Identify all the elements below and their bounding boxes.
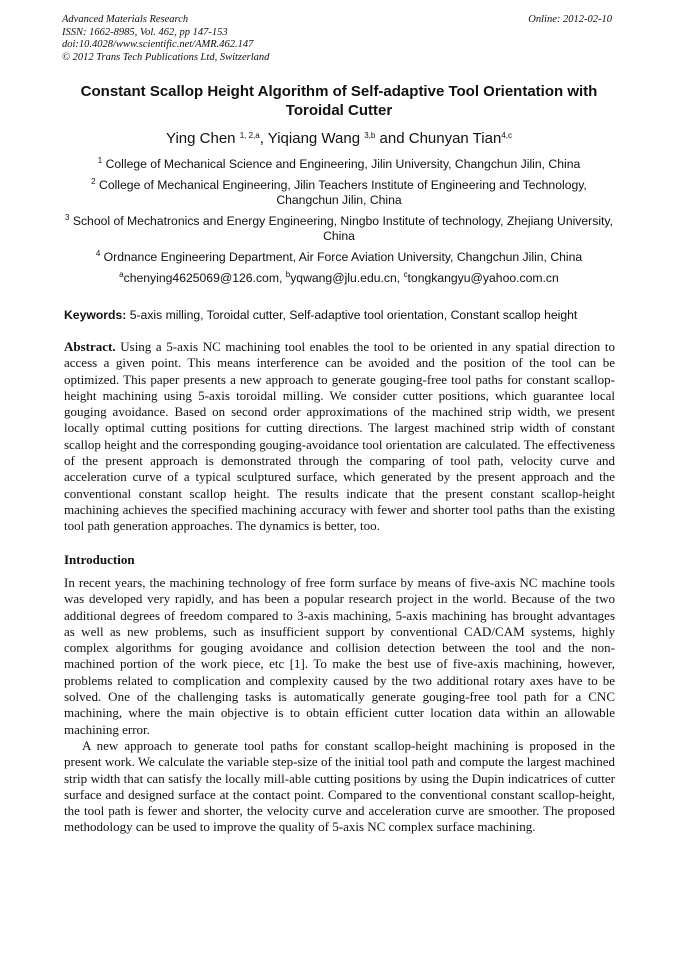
introduction-heading: Introduction [64,552,135,567]
affiliation-text: College of Mechanical Engineering, Jilin Teachers Institute of Engineering and Technology, Changchun Jilin, China [99,178,587,207]
author-list [62,130,616,148]
email-address: tongkangyu@yahoo.com.cn [407,271,559,285]
email-line [62,271,616,286]
author-name: Yiqiang Wang [267,130,361,147]
affiliation-num: 3 [64,213,70,222]
affiliation-text: School of Mechatronics and Energy Engineering, Ningbo Institute of technology, Zhejiang University, China [72,214,613,243]
affiliation-text: College of Mechanical Science and Engineering, Jilin University, Changchun Jilin, China [105,157,581,171]
affiliation-3 [62,214,616,244]
abstract-label: Abstract. [64,339,116,354]
keywords-label: Keywords: [64,308,127,322]
author-sup: 3,b [364,131,376,140]
author-sup: 4,c [501,131,512,140]
paper-title: Constant Scallop Height Algorithm of Self-adaptive Tool Orientation with Toroidal Cutter [80,83,598,119]
email-address: yqwang@jlu.edu.cn, [290,271,404,285]
affiliation-4 [62,250,616,265]
author-name: Chunyan Tian [408,130,502,147]
email-sup: a [119,270,124,279]
online-date: Online: 2012-02-10 [528,14,612,25]
affiliation-num: 2 [91,177,96,186]
author-sep: , [259,130,268,147]
affiliation-2 [62,178,616,208]
email-sup: c [403,270,408,279]
email-address: chenying4625069@126.com, [123,271,286,285]
affiliation-num: 4 [95,249,101,258]
abstract [64,339,615,535]
affiliation-1 [62,157,616,172]
journal-header [62,14,269,64]
introduction-paragraph-2: A new approach to generate tool paths for constant scallop-height machining is proposed in the present work. We calculate the variable step-size of the initial tool path and compute the largest machined strip width that can satisfy the locally mill-able cutting positions by using the Dupin indicatrices of cutter surface and designed surface at the contact point. Compared to the conventional constant scallop-height, the tool path is fewer and shorter, the velocity curve and acceleration curve are smoother. The proposed methodology can be used to improve the quality of 5-axis NC complex surface machining. [64,737,615,835]
abstract-text: Using a 5-axis NC machining tool enables the tool to be oriented in any spatial direction to access a given point. This means interference can be avoided and the position of the tool can be optimized. This paper presents a new approach to generate gouging-free tool paths for constant scallop-height machining using 5-axis toroidal milling. We consider cutter positions, which guarantee local gouging avoidance. Based on second order approximations of the machined strip width, we present locally optimal cutting positions for cutting directions. The largest machined strip width of constant scallop height and the corresponding gouging-avoidance tool orientation are calculated. The effectiveness of the present approach is demonstrated through the comparing of tool path, velocity curve and acceleration curve of a typical sculptured surface, which generated by the present approach and the conventional constant scallop height. The results indicate that the present constant scallop-height machining achieves the specified machining accuracy with fewer and shorter tool paths than the existing tool path generation approaches. The dynamics is better, too. [64,339,615,534]
keywords-text: 5-axis milling, Toroidal cutter, Self-adaptive tool orientation, Constant scallop height [126,308,578,322]
issn-line: ISSN: 1662-8985, Vol. 462, pp 147-153 [62,26,228,38]
journal-name: Advanced Materials Research [62,14,189,25]
author-sep: and [375,130,409,147]
introduction-body [64,575,615,836]
affiliation-text: Ordnance Engineering Department, Air Force Aviation University, Changchun Jilin, China [103,250,583,264]
introduction-paragraph-1: In recent years, the machining technology of free form surface by means of five-axis NC machine tools was developed very rapidly, and has been a popular research project in the world. Because of the two additional degrees of freedom compared to 3-axis machining, 5-axis machining has brought advantages as well as new problems, such as insufficient support by conventional CAD/CAM systems, highly complex algorithms for gouging avoidance and collision detection between the tool and the non-machined portion of the work piece, etc [1]. To make the best use of five-axis machining, however, problems related to complication and complexity caused by the two additional rotary axes have to be solved. One of the challenging tasks is automatically generate gouging-free tool path for a CNC machining, where the main objective is to obtain efficient cutter location data within an allowable machining error. [64,575,615,737]
doi-line: doi:10.4028/www.scientific.net/AMR.462.147 [62,39,254,50]
copyright-line: © 2012 Trans Tech Publications Ltd, Switzerland [62,51,270,63]
affiliation-num: 1 [97,156,103,165]
email-sup: b [285,270,291,279]
keywords [64,308,577,322]
author-sup: 1, 2,a [239,131,260,140]
author-name: Ying Chen [166,130,236,147]
